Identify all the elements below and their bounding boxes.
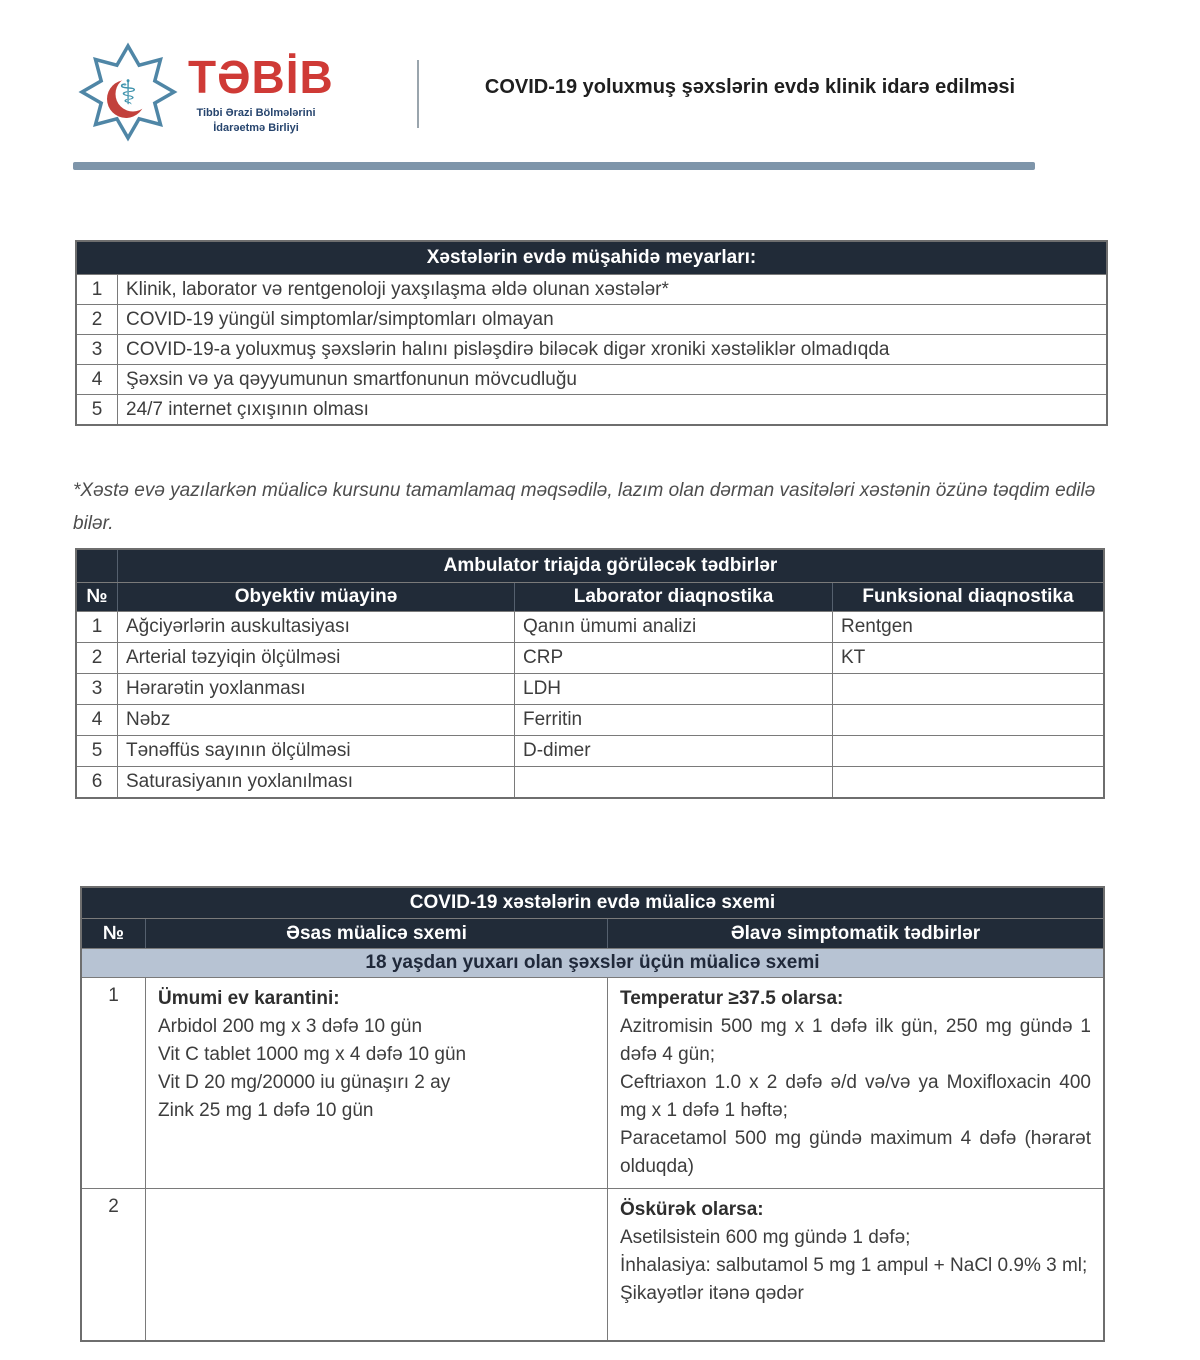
table-row xyxy=(77,611,1103,642)
cell-heading: Ümumi ev karantini: xyxy=(158,988,340,1009)
cell-line: Azitromisin 500 mg x 1 dəfə ilk gün, 250 mg gündə 1 dəfə 4 gün; xyxy=(620,1016,1091,1065)
table-row xyxy=(77,766,1103,797)
criteria-table-header xyxy=(77,242,1106,274)
triage-table-title-row xyxy=(77,550,1103,582)
document-title: COVID-19 yoluxmuş şəxslərin evdə klinik idarə edilməsi xyxy=(484,76,1016,98)
cell-line: Arbidol 200 mg x 3 dəfə 10 gün xyxy=(158,1016,423,1037)
column-header-laboratory: Laborator diaqnostika xyxy=(514,583,832,611)
row-number: 3 xyxy=(91,338,103,360)
header-rule xyxy=(73,162,1035,170)
laboratory-cell: Ferritin xyxy=(514,705,832,735)
table-row xyxy=(77,704,1103,735)
treatment-table-columns-row xyxy=(82,918,1103,948)
laboratory-cell: CRP xyxy=(514,643,832,673)
row-number: 1 xyxy=(108,985,119,1006)
table-row xyxy=(77,642,1103,673)
cell-line: Paracetamol 500 mg gündə maximum 4 dəfə (hərarət olduqda) xyxy=(620,1128,1091,1177)
criteria-table xyxy=(75,240,1108,426)
laboratory-cell xyxy=(514,767,832,797)
tebib-logo-icon xyxy=(76,40,180,144)
treatment-table-title-row xyxy=(82,888,1103,918)
row-number: 2 xyxy=(91,647,103,668)
row-number: 4 xyxy=(91,368,103,390)
additional-measures-cell xyxy=(607,1189,1103,1340)
triage-table-title: Ambulator triajda görüləcək tədbirlər xyxy=(117,550,1103,582)
functional-cell xyxy=(832,705,1103,735)
cell-line: Ceftriaxon 1.0 x 2 dəfə ə/d və/və ya Moxifloxacin 400 mg x 1 dəfə 1 həftə; xyxy=(620,1072,1091,1121)
row-number: 1 xyxy=(91,616,103,637)
main-scheme-cell xyxy=(145,978,607,1188)
criteria-text: Şəxsin və ya qəyyumunun smartfonunun mövcudluğu xyxy=(117,365,1106,394)
column-header-functional: Funksional diaqnostika xyxy=(832,583,1103,611)
cell-line: Zink 25 mg 1 dəfə 10 gün xyxy=(158,1100,374,1121)
triage-table xyxy=(75,548,1105,799)
treatment-table-title: COVID-19 xəstələrin evdə müalicə sxemi xyxy=(409,892,776,913)
cell-line: Vit C tablet 1000 mg x 4 dəfə 10 gün xyxy=(158,1044,467,1065)
column-header-additional: Əlavə simptomatik tədbirlər xyxy=(607,919,1103,948)
laboratory-cell: D-dimer xyxy=(514,736,832,766)
cell-heading: Temperatur ≥37.5 olarsa: xyxy=(620,988,844,1009)
brand-subtitle-line2: İdarəetmə Birliyi xyxy=(213,121,299,134)
laboratory-cell: Qanın ümumi analizi xyxy=(514,612,832,642)
criteria-text: 24/7 internet çıxışının olması xyxy=(117,395,1106,424)
row-number: 3 xyxy=(91,678,103,699)
cell-line: Vit D 20 mg/20000 iu günaşırı 2 ay xyxy=(158,1072,451,1093)
laboratory-cell: LDH xyxy=(514,674,832,704)
row-number: 4 xyxy=(91,709,103,730)
criteria-text: COVID-19 yüngül simptomlar/simptomları olmayan xyxy=(117,305,1106,334)
empty-header-cell xyxy=(77,550,117,582)
treatment-table xyxy=(80,886,1105,1342)
objective-cell: Arterial təzyiqin ölçülməsi xyxy=(117,643,514,673)
table-row xyxy=(77,735,1103,766)
row-number: 6 xyxy=(91,771,103,792)
row-number: 1 xyxy=(91,278,103,300)
additional-measures-cell xyxy=(607,978,1103,1188)
column-header-no: № xyxy=(86,586,108,607)
age-section-row xyxy=(82,948,1103,977)
functional-cell xyxy=(832,767,1103,797)
row-number: 5 xyxy=(91,398,103,420)
functional-cell xyxy=(832,736,1103,766)
cell-line: İnhalasiya: salbutamol 5 mg 1 ampul + NaCl 0.9% 3 ml; xyxy=(620,1255,1088,1276)
table-row xyxy=(77,334,1106,364)
triage-table-columns-row xyxy=(77,582,1103,611)
functional-cell: KT xyxy=(832,643,1103,673)
column-header-objective: Obyektiv müayinə xyxy=(117,583,514,611)
criteria-table-title: Xəstələrin evdə müşahidə meyarları: xyxy=(426,247,757,268)
objective-cell: Saturasiyanın yoxlanılması xyxy=(117,767,514,797)
table-row xyxy=(77,394,1106,424)
age-section-label: 18 yaşdan yuxarı olan şəxslər üçün müalicə sxemi xyxy=(365,952,820,973)
main-scheme-cell xyxy=(145,1189,607,1340)
asterisk-footnote: *Xəstə evə yazılarkən müalicə kursunu tamamlamaq məqsədilə, lazım olan dərman vasitələri xəstənin özünə təqdim edilə bilər. xyxy=(73,480,1096,535)
objective-cell: Nəbz xyxy=(117,705,514,735)
brand-subtitle xyxy=(176,106,336,136)
objective-cell: Hərarətin yoxlanması xyxy=(117,674,514,704)
cell-line: Şikayətlər itənə qədər xyxy=(620,1283,804,1304)
row-number: 2 xyxy=(108,1196,119,1217)
functional-cell: Rentgen xyxy=(832,612,1103,642)
table-row xyxy=(82,977,1103,1188)
cell-line: Asetilsistein 600 mg gündə 1 dəfə; xyxy=(620,1227,911,1248)
column-header-no: № xyxy=(102,922,125,944)
cell-heading: Öskürək olarsa: xyxy=(620,1199,764,1220)
header-vertical-divider xyxy=(417,60,419,128)
table-row xyxy=(77,274,1106,304)
brand-name: TƏBİB xyxy=(188,51,334,103)
table-row xyxy=(77,673,1103,704)
functional-cell xyxy=(832,674,1103,704)
row-number: 5 xyxy=(91,740,103,761)
table-row xyxy=(77,304,1106,334)
brand-subtitle-line1: Tibbi Ərazi Bölmələrini xyxy=(196,107,316,119)
caduceus-icon: ⚕ xyxy=(118,73,138,113)
row-number: 2 xyxy=(91,308,103,330)
criteria-text: COVID-19-a yoluxmuş şəxslərin halını pisləşdirə biləcək digər xroniki xəstəliklər olmadıqda xyxy=(117,335,1106,364)
criteria-text: Klinik, laborator və rentgenoloji yaxşılaşma əldə olunan xəstələr* xyxy=(117,275,1106,304)
table-row xyxy=(77,364,1106,394)
objective-cell: Tənəffüs sayının ölçülməsi xyxy=(117,736,514,766)
table-row xyxy=(82,1188,1103,1340)
objective-cell: Ağciyərlərin auskultasiyası xyxy=(117,612,514,642)
column-header-main-scheme: Əsas müalicə sxemi xyxy=(145,919,607,948)
